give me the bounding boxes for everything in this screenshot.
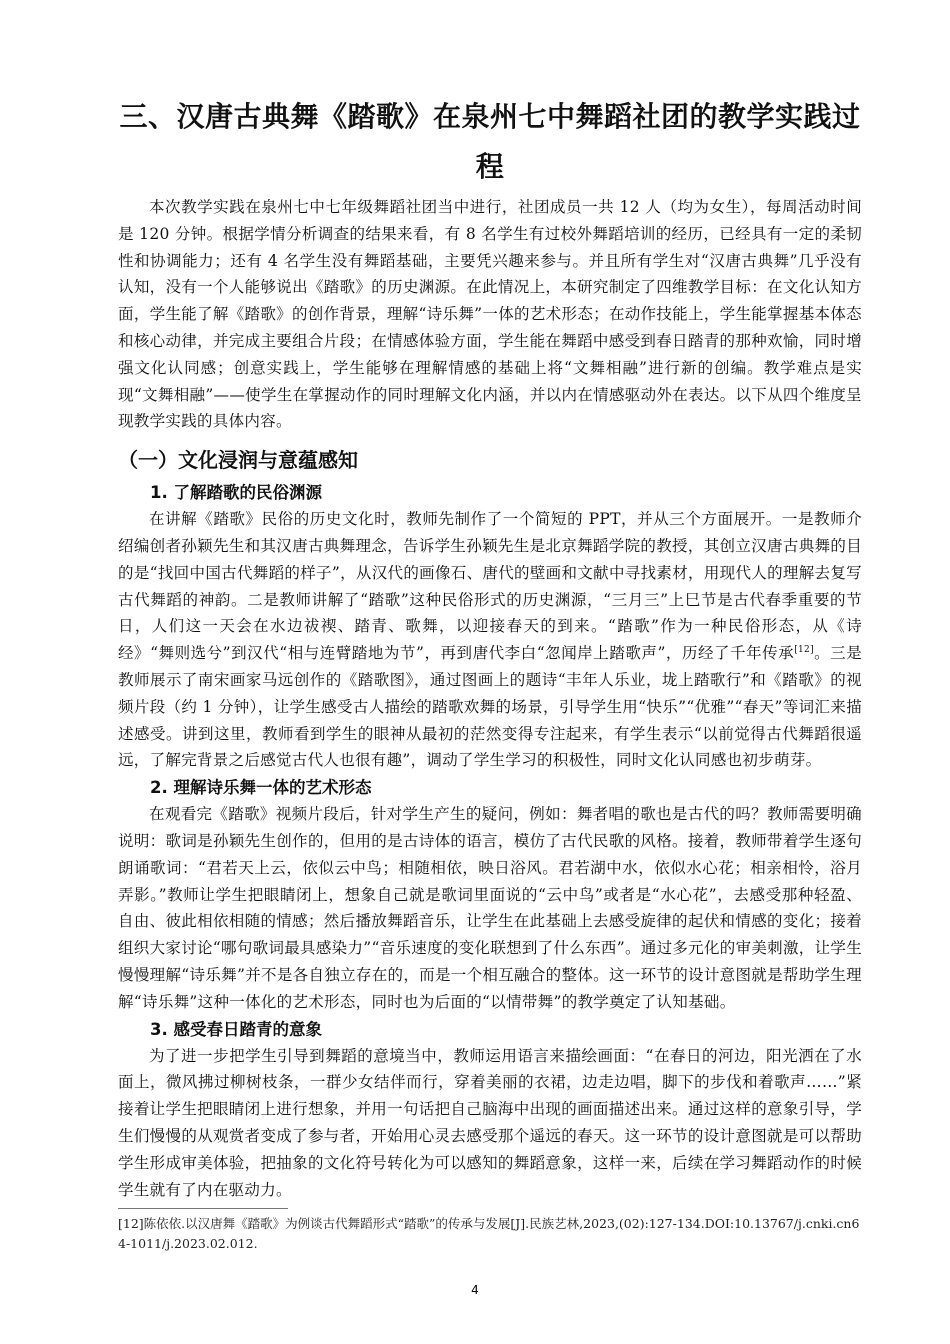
subsection-heading-1: 1. 了解踏歌的民俗渊源 [150, 483, 322, 503]
citation-marker: [12] [794, 645, 814, 656]
subsection-1-text-b: 。三是教师展示了南宋画家马远创作的《踏歌图》，通过图画上的题诗“丰年人乐业，垅上踏歌行”和《踏歌》的视频片段（约 1 分钟），让学生感受古人描绘的踏歌欢舞的场景，引导学生用“快乐”“优雅”“春天”等词汇来描述感受。讲到这里，教师看到学生的眼神从最初的茫然变得专注起来，有学生表示“以前觉得古代舞蹈很遥远，了解完背景之后感觉古代人也很有趣”，调动了学生学习的积极性，同时文化认同感也初步萌芽。 [118, 644, 863, 770]
footnote-divider [118, 1208, 288, 1209]
subsection-3-paragraph: 为了进一步把学生引导到舞蹈的意境当中，教师运用语言来描绘画面：“在春日的河边，阳光洒在了水面上，微风拂过柳树枝条，一群少女结伴而行，穿着美丽的衣裙，边走边唱，脚下的步伐和着歌声……”紧接着让学生把眼睛闭上进行想象，并用一句话把自己脑海中出现的画面描述出来。通过这样的意象引导，学生们慢慢的从观赏者变成了参与者，开始用心灵去感受那个遥远的春天。这一环节的设计意图就是可以帮助学生形成审美体验，把抽象的文化符号转化为可以感知的舞蹈意象，这样一来，后续在学习舞蹈动作的时候学生就有了内在驱动力。 [118, 1046, 862, 1199]
subsection-heading-2: 2. 理解诗乐舞一体的艺术形态 [150, 778, 372, 798]
subsection-heading-3: 3. 感受春日踏青的意象 [150, 1019, 322, 1039]
subsection-1-text-a: 在讲解《踏歌》民俗的历史文化时，教师先制作了一个简短的 PPT，并从三个方面展开。一是教师介绍编创者孙颖先生和其汉唐古典舞理念，告诉学生孙颖先生是北京舞蹈学院的教授，其创立汉唐古典舞的目的是“找回中国古代舞蹈的样子”，从汉代的画像石、唐代的壁画和文献中寻找素材，用现代人的理解去复写古代舞蹈的神韵。二是教师讲解了“踏歌”这种民俗形式的历史渊源，“三月三”上巳节是古代春季重要的节日，人们这一天会在水边祓禊、踏青、歌舞，以迎接春天的到来。“踏歌”作为一种民俗形态，从《诗经》“舞则选兮”到汉代“相与连臂踏地为节”，再到唐代李白“忽闻岸上踏歌声”，历经了千年传承 [118, 510, 862, 663]
subsection-1-paragraph [118, 506, 862, 774]
section-heading-1: （一）文化浸润与意蕴感知 [118, 448, 358, 473]
page-title: 三、汉唐古典舞《踏歌》在泉州七中舞蹈社团的教学实践过程 [119, 100, 861, 183]
intro-paragraph: 本次教学实践在泉州七中七年级舞蹈社团当中进行，社团成员一共 12 人（均为女生），每周活动时间是 120 分钟。根据学情分析调查的结果来看，有 8 名学生有过校外舞蹈培训的经历，已经具有一定的柔韧性和协调能力；还有 4 名学生没有舞蹈基础，主要凭兴趣来参与。并且所有学生对“汉唐古典舞”几乎没有认知，没有一个人能够说出《踏歌》的历史渊源。在此情况上，本研究制定了四维教学目标：在文化认知方面，学生能了解《踏歌》的创作背景，理解“诗乐舞”一体的艺术形态；在动作技能上，学生能掌握基本体态和核心动律，并完成主要组合片段；在情感体验方面，学生能在舞蹈中感受到春日踏青的那种欢愉，同时增强文化认同感；创意实践上，学生能够在理解情感的基础上将“文舞相融”进行新的创编。教学难点是实现“文舞相融”——使学生在掌握动作的同时理解文化内涵，并以内在情感驱动外在表达。以下从四个维度呈现教学实践的具体内容。 [118, 198, 862, 431]
subsection-2-paragraph: 在观看完《踏歌》视频片段后，针对学生产生的疑问，例如：舞者唱的歌也是古代的吗？教师需要明确说明：歌词是孙颖先生创作的，但用的是古诗体的语言，模仿了古代民歌的风格。接着，教师带着学生逐句朗诵歌词：“君若天上云，依似云中鸟；相随相依，映日浴风。君若湖中水，依似水心花；相亲相怜，浴月弄影。”教师让学生把眼睛闭上，想象自己就是歌词里面说的“云中鸟”或者是“水心花”，去感受那种轻盈、自由、彼此相依相随的情感；然后播放舞蹈音乐，让学生在此基础上去感受旋律的起伏和情感的变化；接着组织大家讨论“哪句歌词最具感染力”“音乐速度的变化联想到了什么东西”。通过多元化的审美刺激，让学生慢慢理解“诗乐舞”并不是各自独立存在的，而是一个相互融合的整体。这一环节的设计意图就是帮助学生理解“诗乐舞”这种一体化的艺术形态，同时也为后面的“以情带舞”的教学奠定了认知基础。 [118, 805, 862, 1011]
footnote: [12]陈依依.以汉唐舞《踏歌》为例谈古代舞蹈形式“踏歌”的传承与发展[J].民族艺林,2023,(02):127-134.DOI:10.13767/j.cnki.cn64-1011/j.2023.02.012. [118, 1216, 860, 1251]
page-number: 4 [471, 1283, 479, 1297]
